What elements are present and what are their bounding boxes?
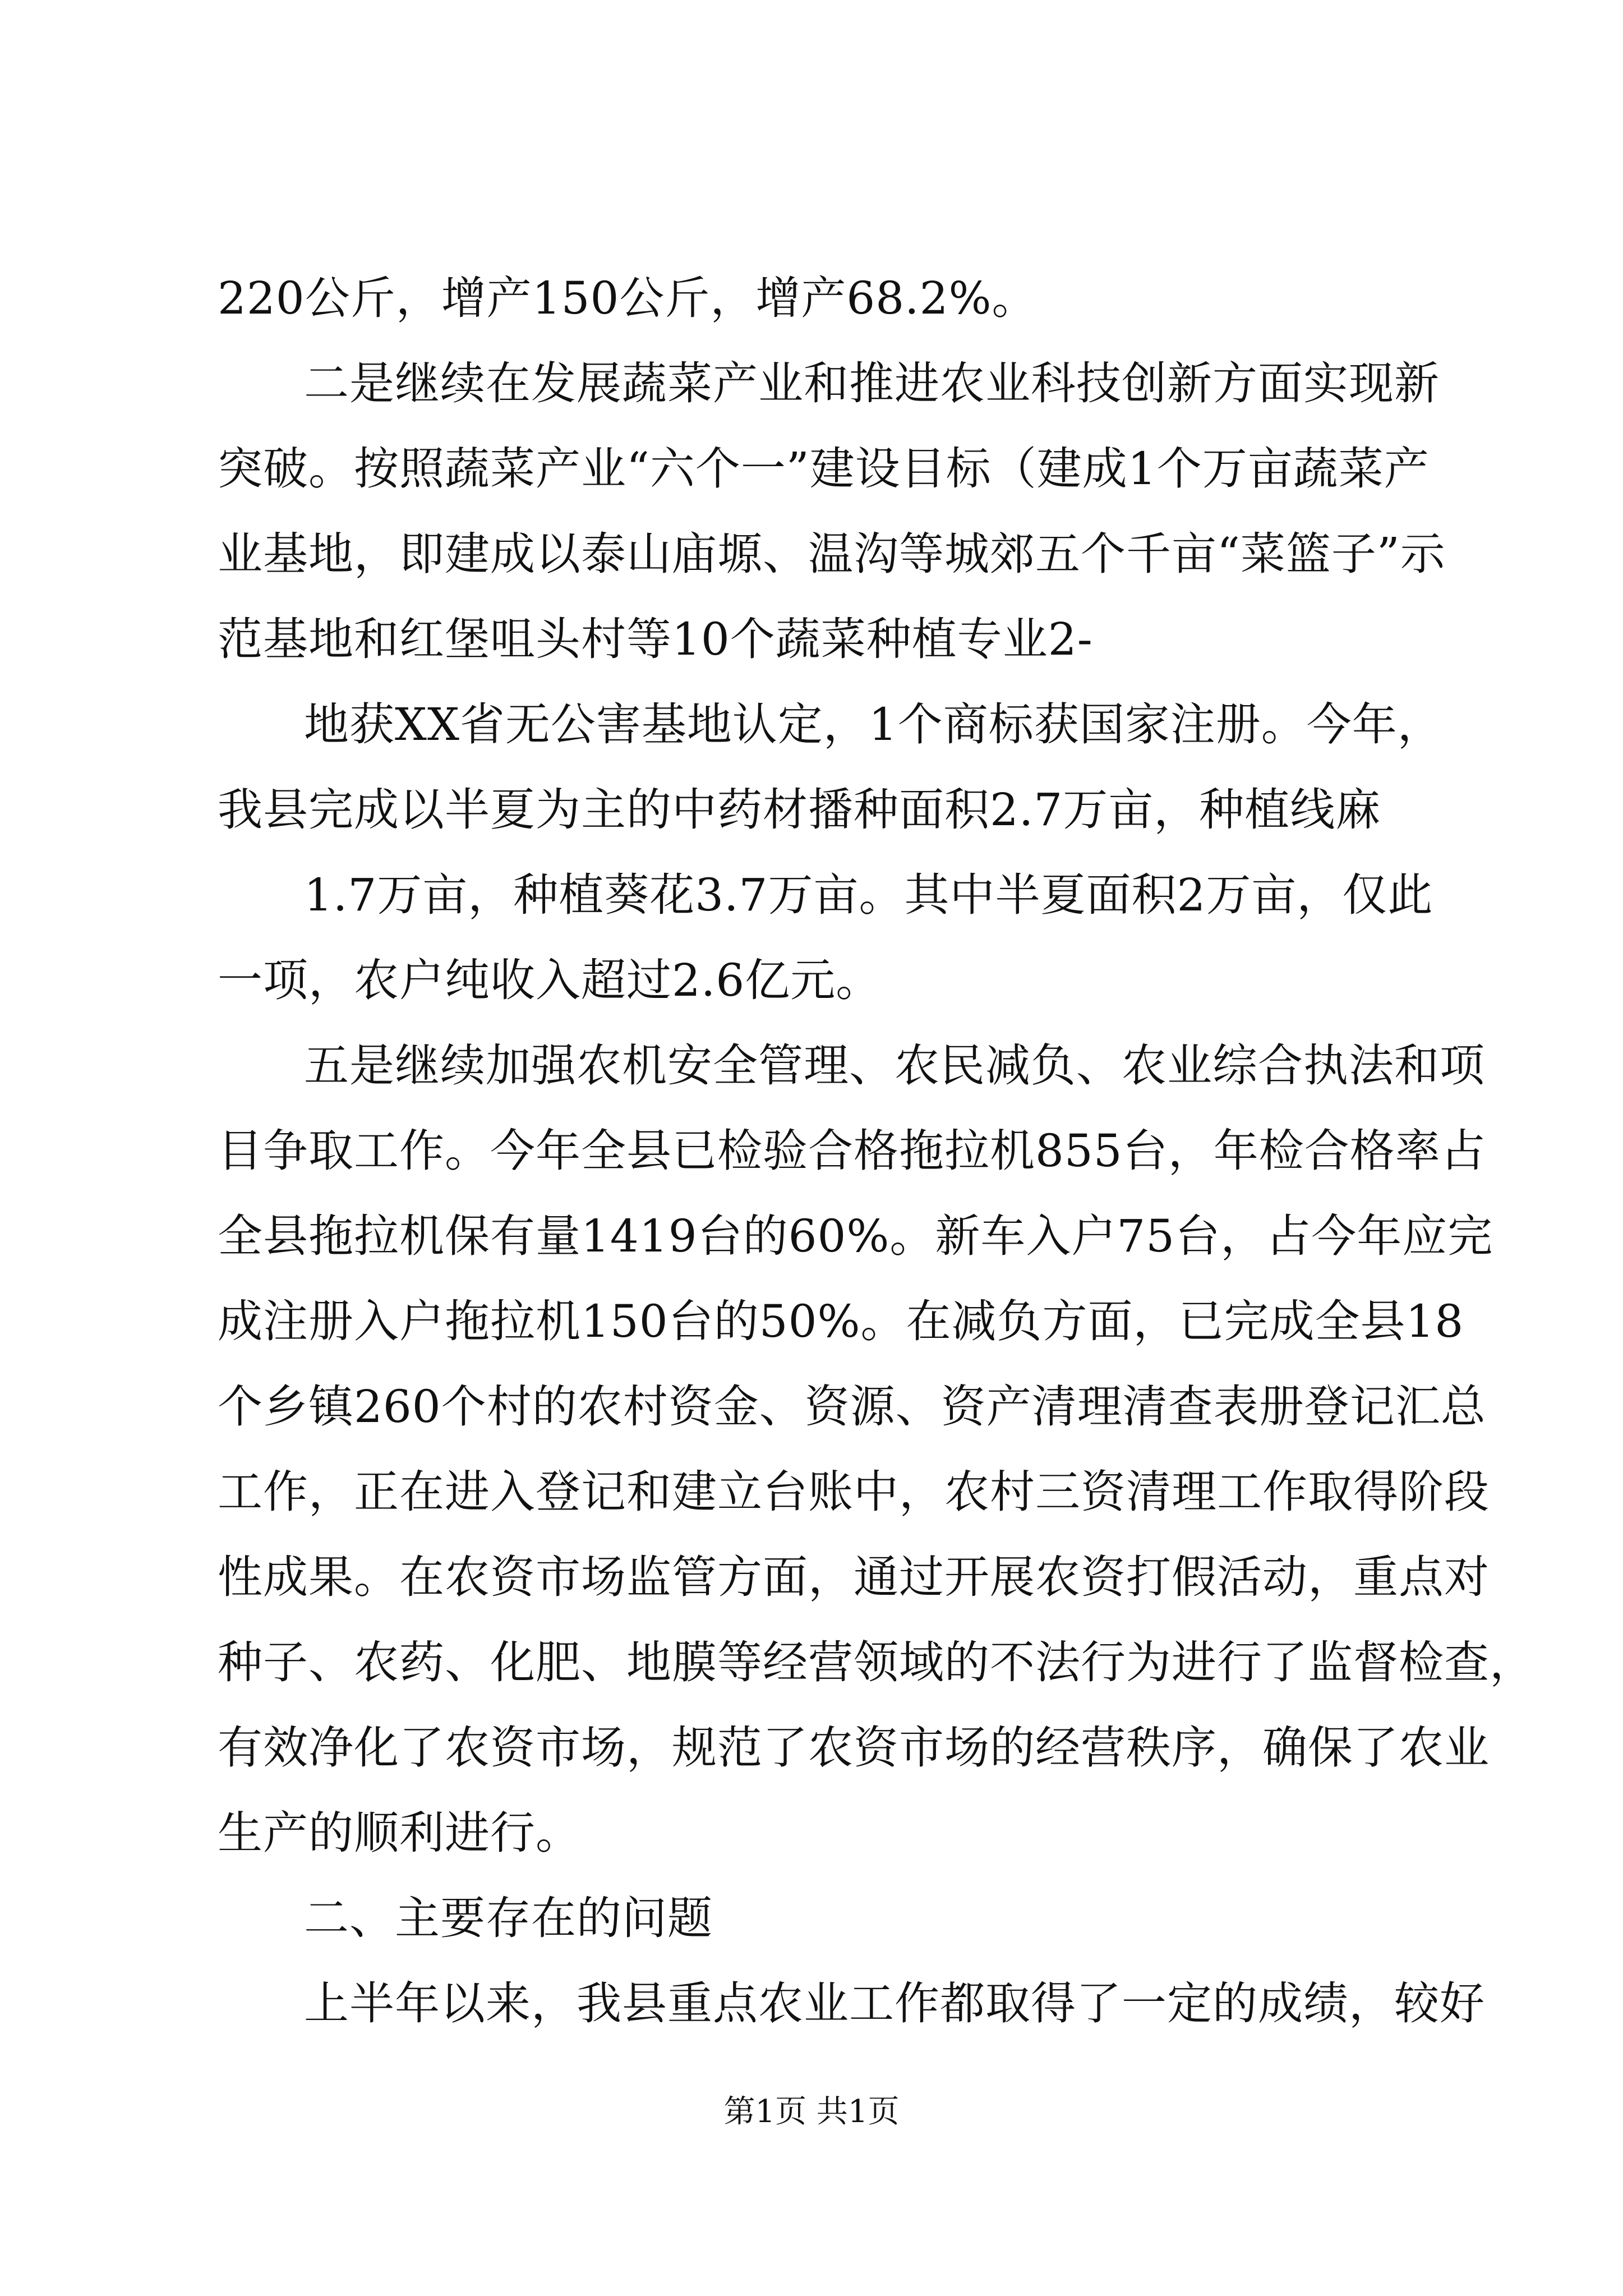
text-line: 工作，正在进入登记和建立台账中，农村三资清理工作取得阶段 [218, 1466, 1490, 1518]
text-line: 业基地，即建成以泰山庙塬、温沟等城郊五个千亩“菜篮子”示 [218, 528, 1446, 580]
text-line: 地获XX省无公害基地认定，1个商标获国家注册。今年， [304, 698, 1443, 751]
text-line: 生产的顺利进行。 [218, 1807, 581, 1859]
text-line: 个乡镇260个村的农村资金、资源、资产清理清查表册登记汇总 [218, 1381, 1486, 1433]
text-line: 成注册入户拖拉机150台的50%。在减负方面，已完成全县18 [218, 1295, 1464, 1347]
page-number: 第1页 共1页 [723, 2093, 900, 2130]
section-heading: 二、主要存在的问题 [304, 1892, 713, 1944]
text-line: 我县完成以半夏为主的中药材播种面积2.7万亩，种植线麻 [218, 784, 1381, 836]
text-line: 五是继续加强农机安全管理、农民减负、农业综合执法和项 [304, 1039, 1485, 1092]
text-line: 性成果。在农资市场监管方面，通过开展农资打假活动，重点对 [218, 1551, 1490, 1603]
text-line: 二是继续在发展蔬菜产业和推进农业科技创新方面实现新 [304, 357, 1440, 409]
text-line: 220公斤，增产150公斤，增产68.2%。 [218, 272, 1038, 324]
text-line: 突破。按照蔬菜产业“六个一”建设目标（建成1个万亩蔬菜产 [218, 443, 1430, 495]
text-line: 一项，农户纯收入超过2.6亿元。 [218, 954, 882, 1006]
text-line: 目争取工作。今年全县已检验合格拖拉机855台，年检合格率占 [218, 1125, 1486, 1177]
text-line: 上半年以来，我县重点农业工作都取得了一定的成绩，较好 [304, 1977, 1485, 2030]
text-line: 全县拖拉机保有量1419台的60%。新车入户75台，占今年应完 [218, 1210, 1493, 1262]
text-line: 范基地和红堡咀头村等10个蔬菜种植专业2- [218, 613, 1093, 665]
text-line: 种子、农药、化肥、地膜等经营领域的不法行为进行了监督检查， [218, 1636, 1535, 1688]
text-line: 有效净化了农资市场，规范了农资市场的经营秩序，确保了农业 [218, 1722, 1490, 1774]
text-line: 1.7万亩，种植葵花3.7万亩。其中半夏面积2万亩，仅此 [304, 869, 1433, 921]
